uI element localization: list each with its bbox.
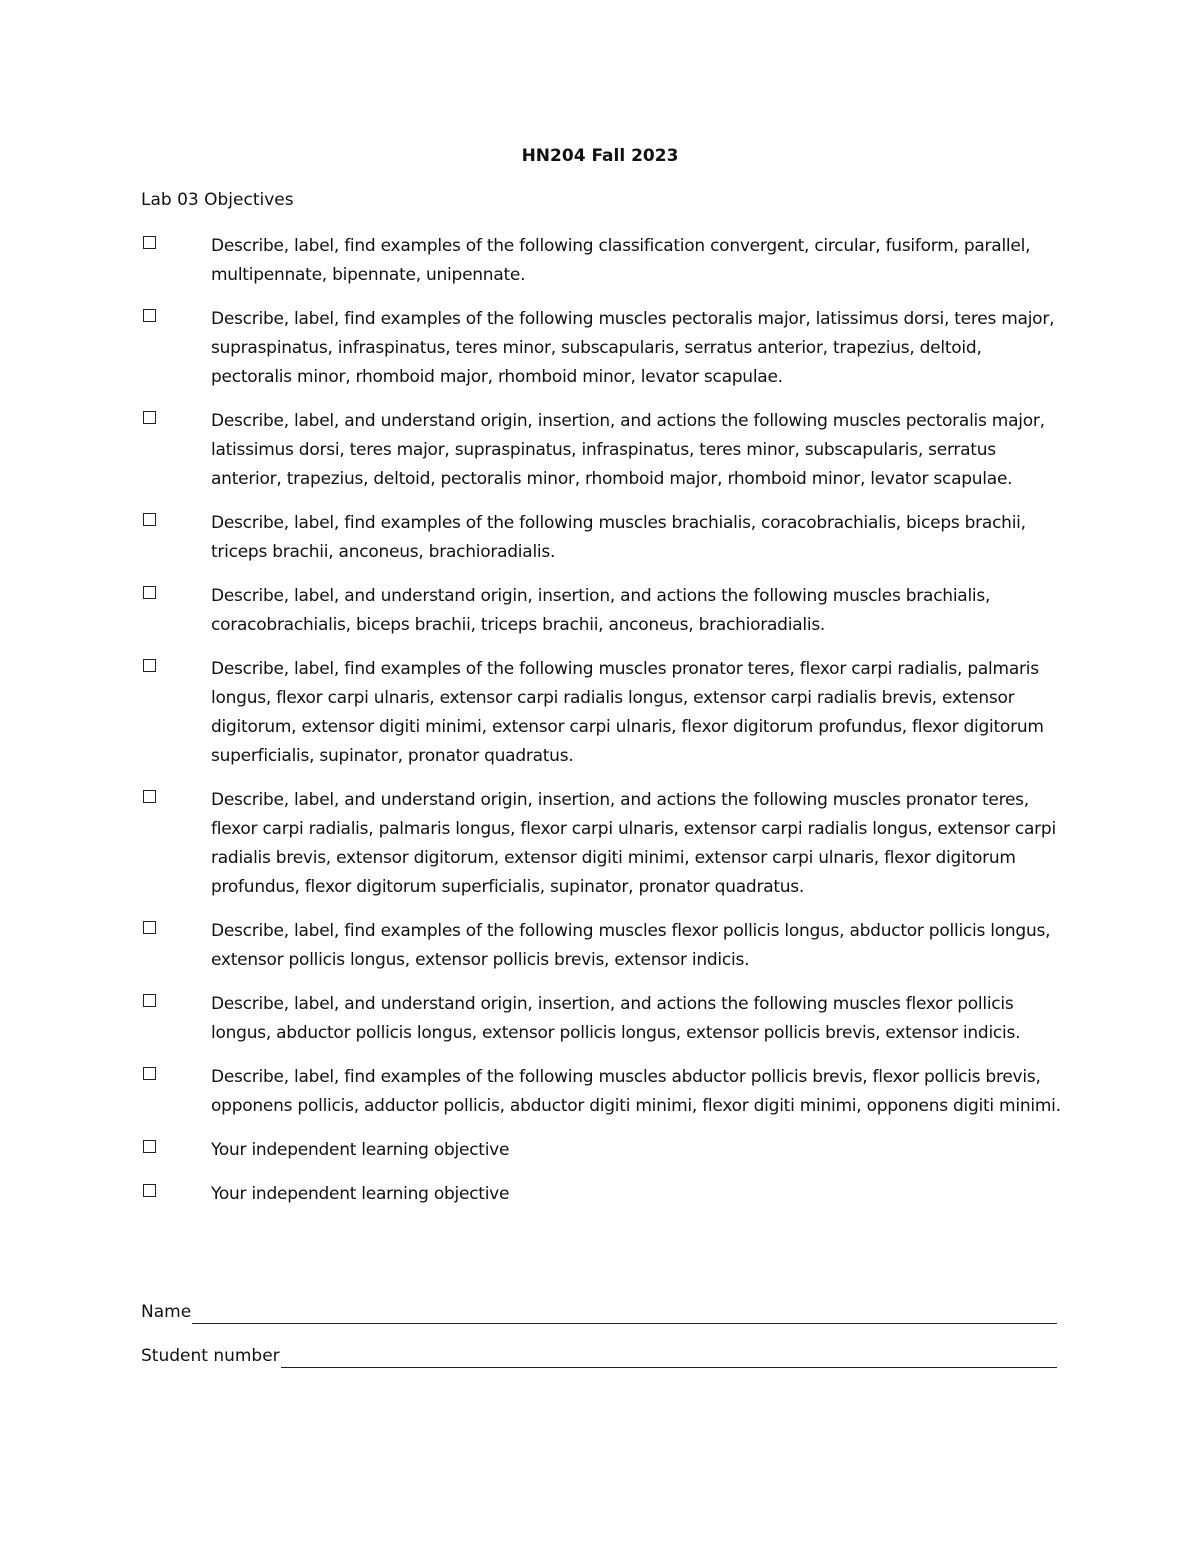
objective-item-8: [141, 917, 1061, 975]
objective-text: Describe, label, find examples of the following muscles abductor pollicis brevis, flexor pollicis brevis, opponens pollicis, adductor pollicis, abductor digiti minimi, flexor digiti minimi, opponens digiti minimi.: [211, 1067, 1061, 1116]
student-number-label: Student number: [141, 1346, 280, 1366]
checkbox-icon[interactable]: [143, 513, 156, 526]
objective-item-1: [141, 232, 1061, 290]
checkbox-icon[interactable]: [143, 921, 156, 934]
checkbox-icon[interactable]: [143, 1140, 156, 1153]
objective-text: Describe, label, and understand origin, insertion, and actions the following muscles brachialis, coracobrachialis, biceps brachii, triceps brachii, anconeus, brachioradialis.: [211, 586, 991, 635]
objective-text: Your independent learning objective: [211, 1184, 510, 1204]
name-field: [141, 1300, 1057, 1324]
checkbox-icon[interactable]: [143, 1184, 156, 1197]
objective-item-9: [141, 990, 1061, 1048]
checkbox-icon[interactable]: [143, 790, 156, 803]
objective-item-12: [141, 1180, 1061, 1209]
student-info-fields: [141, 1300, 1057, 1388]
objectives-checklist: [141, 232, 1061, 1224]
objective-text: Describe, label, and understand origin, insertion, and actions the following muscles flexor pollicis longus, abductor pollicis longus, extensor pollicis longus, extensor pollicis brevis, extensor indicis.: [211, 994, 1021, 1043]
name-blank-line[interactable]: [192, 1303, 1057, 1324]
objective-text: Describe, label, find examples of the following classification convergent, circular, fusiform, parallel, multipennate, bipennate, unipennate.: [211, 236, 1031, 285]
objective-item-11: [141, 1136, 1061, 1165]
checkbox-icon[interactable]: [143, 586, 156, 599]
section-heading: Lab 03 Objectives: [141, 190, 294, 210]
checkbox-icon[interactable]: [143, 994, 156, 1007]
objective-text: Describe, label, and understand origin, insertion, and actions the following muscles pectoralis major, latissimus dorsi, teres major, supraspinatus, infraspinatus, teres minor, subscapularis, serratus anterior, trapezius, deltoid, pectoralis minor, rhomboid major, rhomboid minor, levator scapulae.: [211, 411, 1045, 489]
checkbox-icon[interactable]: [143, 1067, 156, 1080]
objective-text: Your independent learning objective: [211, 1140, 510, 1160]
objective-text: Describe, label, find examples of the following muscles pronator teres, flexor carpi radialis, palmaris longus, flexor carpi ulnaris, extensor carpi radialis longus, extensor carpi radialis brevis, extensor digitorum, extensor digiti minimi, extensor carpi ulnaris, flexor digitorum profundus, flexor digitorum superficialis, supinator, pronator quadratus.: [211, 659, 1044, 766]
objective-item-10: [141, 1063, 1061, 1121]
objective-text: Describe, label, find examples of the following muscles flexor pollicis longus, abductor pollicis longus, extensor pollicis longus, extensor pollicis brevis, extensor indicis.: [211, 921, 1051, 970]
objective-text: Describe, label, find examples of the following muscles brachialis, coracobrachialis, biceps brachii, triceps brachii, anconeus, brachioradialis.: [211, 513, 1026, 562]
name-label: Name: [141, 1302, 192, 1322]
page-title: HN204 Fall 2023: [521, 146, 679, 166]
objective-item-3: [141, 407, 1061, 494]
objective-text: Describe, label, find examples of the following muscles pectoralis major, latissimus dorsi, teres major, supraspinatus, infraspinatus, teres minor, subscapularis, serratus anterior, trapezius, deltoid, pectoralis minor, rhomboid major, rhomboid minor, levator scapulae.: [211, 309, 1055, 387]
objective-item-7: [141, 786, 1061, 902]
objective-item-2: [141, 305, 1061, 392]
objective-item-4: [141, 509, 1061, 567]
objective-item-6: [141, 655, 1061, 771]
objective-item-5: [141, 582, 1061, 640]
student-number-field: [141, 1344, 1057, 1368]
checkbox-icon[interactable]: [143, 309, 156, 322]
checkbox-icon[interactable]: [143, 659, 156, 672]
checkbox-icon[interactable]: [143, 411, 156, 424]
objective-text: Describe, label, and understand origin, insertion, and actions the following muscles pronator teres, flexor carpi radialis, palmaris longus, flexor carpi ulnaris, extensor carpi radialis longus, extensor carpi radialis brevis, extensor digitorum, extensor digiti minimi, extensor carpi ulnaris, flexor digitorum profundus, flexor digitorum superficialis, supinator, pronator quadratus.: [211, 790, 1056, 897]
student-number-blank-line[interactable]: [281, 1347, 1057, 1368]
checkbox-icon[interactable]: [143, 236, 156, 249]
